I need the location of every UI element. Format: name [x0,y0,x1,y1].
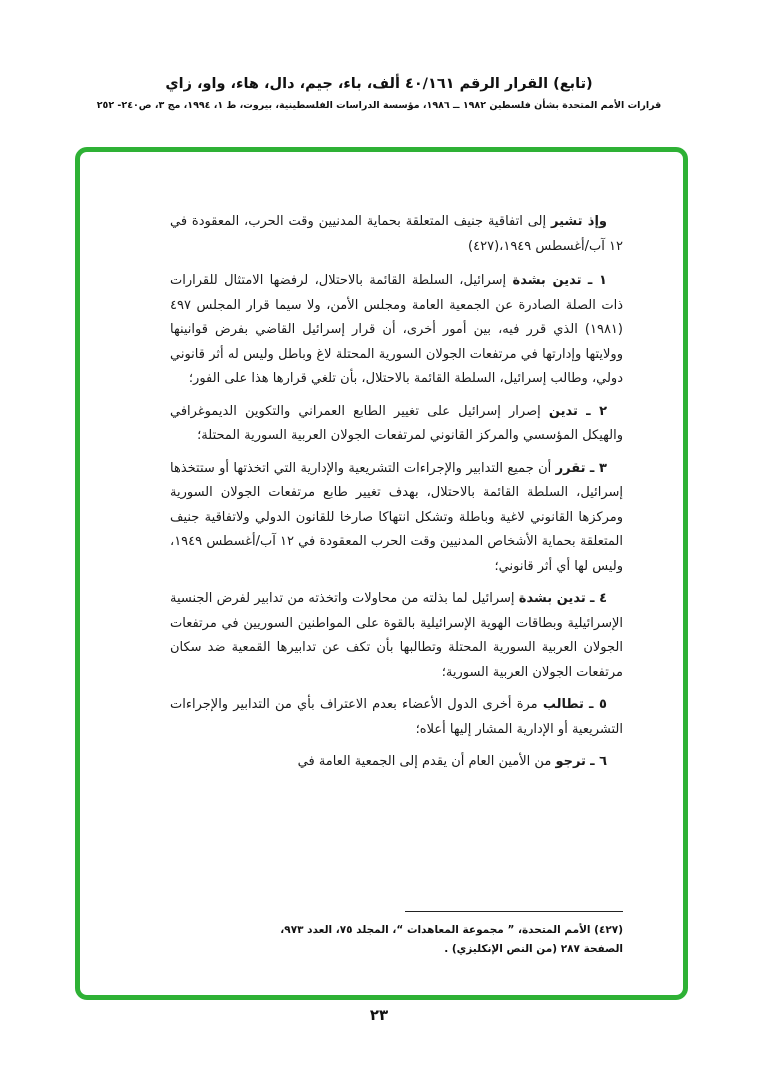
paragraph-lead: ترجو [555,754,586,769]
paragraph-lead: تدين [548,403,578,419]
paragraph-marker: ٦ ـ [590,754,607,769]
paragraph-text: أن جميع التدابير والإجراءات التشريعية والإدارية التي اتخذتها أو ستتخذها إسرائيل، السلطة القائمة بالاحتلال، بهدف تغيير طابع مرتفعات الجولان السورية ومركزها القانوني لاغية وباطلة وتشكل انتهاكا صارخا للقانون الدولي ولاتفاقية جنيف المتعلقة بحماية الأشخاص المدنيين وقت الحرب المعقودة في ١٢ آب/أغسطس ١٩٤٩، وليس لها أي أثر قانوني؛ [170,460,623,574]
footnote-block [170,911,623,959]
page-number: ٢٣ [369,1006,389,1024]
footnote-separator [405,911,623,912]
paragraph-text: مرة أخرى الدول الأعضاء بعدم الاعتراف بأي من التدابير والإجراءات التشريعية أو الإدارية المشار إليها أعلاه؛ [170,697,623,737]
document-header [0,76,758,111]
paragraph-marker: ٤ ـ [589,591,608,606]
paragraph-marker: ١ ـ [587,273,607,288]
frame-content [80,152,683,995]
paragraph-lead: تدين بشدة [512,273,582,288]
paragraph-lead: تقرر [555,460,586,476]
paragraph-marker: ٥ ـ [589,697,607,712]
paragraph-text: من الأمين العام أن يقدم إلى الجمعية العامة في [297,754,552,769]
paragraph-lead: تدين بشدة [518,591,586,606]
paragraph-text: إسرائيل لما بذلته من محاولات واتخذته من تدابير لفرض الجنسية الإسرائيلية وبطاقات الهوية الإسرائيلية بالقوة على المواطنين السوريين في مرتفعات الجولان العربية السورية المحتلة وتطالبها بأن تكف عن تدابيرها القمعية ضد سكان مرتفعات الجولان العربية السورية؛ [170,591,623,680]
footnote-line: (٤٢٧) الأمم المتحدة، ” مجموعة المعاهدات “، المجلد ٧٥، العدد ٩٧٣، [280,924,623,936]
body-paragraph [170,457,623,580]
body-paragraph [170,693,623,742]
document-title: (تابع) القرار الرقم ٤٠/١٦١ ألف، باء، جيم، دال، هاء، واو، زاي [165,76,593,92]
body-paragraph [170,269,623,392]
paragraph-lead: تطالب [542,697,584,712]
document-source-line: قرارات الأمم المتحدة بشأن فلسطين ١٩٨٢ ــ ١٩٨٦، مؤسسة الدراسات الفلسطينية، بيروت، ط ١، ١٩٩٤، مج ٣، ص٢٤٠- ٢٥٢ [96,100,662,111]
body-paragraph [170,750,623,775]
body-paragraph [170,400,623,449]
resolution-body [170,210,623,783]
paragraph-text: إسرائيل، السلطة القائمة بالاحتلال، لرفضها الامتثال للقرارات ذات الصلة الصادرة عن الجمعية العامة ومجلس الأمن، ولا سيما قرار المجلس ٤٩٧ (١٩٨١) الذي قرر فيه، بين أمور أخرى، أن قرار إسرائيل القاضي بفرض قوانينها وولايتها وإدارتها في مرتفعات الجولان السورية المحتلة لاغ وباطل وليس له أثر قانوني دولي، وطالب إسرائيل، السلطة القائمة بالاحتلال، بأن تلغي قرارها هذا على الفور؛ [170,273,623,386]
body-paragraph [170,210,623,259]
paragraph-text: إصرار إسرائيل على تغيير الطابع العمراني والتكوين الديموغرافي والهيكل المؤسسي والمركز القانوني لمرتفعات الجولان العربية السورية المحتلة؛ [170,403,623,443]
paragraph-marker: ٣ ـ [589,460,607,476]
body-paragraph [170,587,623,685]
paragraph-lead: وإذ تشير [551,214,607,229]
footnote-line: الصفحة ٢٨٧ (من النص الإنكليزي) . [444,943,623,955]
document-frame [75,147,688,1000]
paragraph-text: إلى اتفاقية جنيف المتعلقة بحماية المدنيين وقت الحرب، المعقودة في ١٢ آب/أغسطس ١٩٤٩،(٤٢٧) [170,214,623,254]
paragraph-marker: ٢ ـ [586,403,607,419]
